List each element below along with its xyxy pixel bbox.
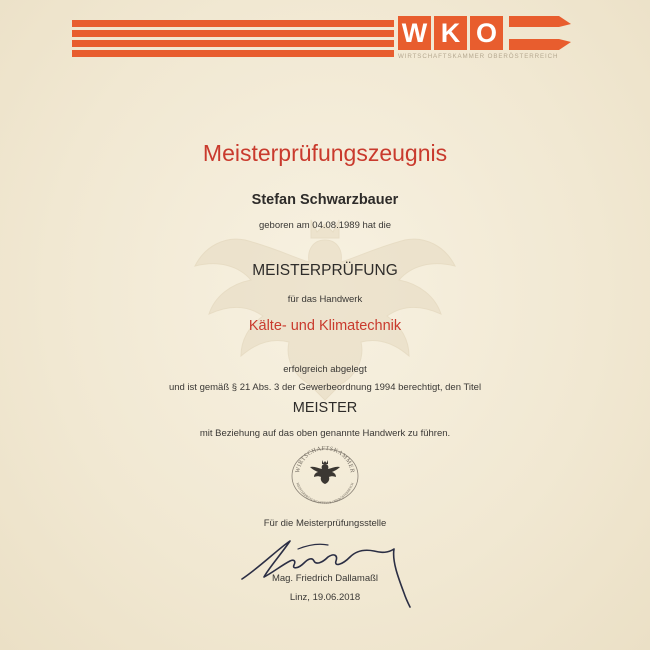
passed-line: erfolgreich abgelegt bbox=[283, 364, 367, 375]
place-date: Linz, 19.06.2018 bbox=[289, 592, 361, 603]
header-stripes bbox=[72, 20, 394, 58]
title-meister: MEISTER bbox=[292, 400, 358, 416]
exam-heading: MEISTERPRÜFUNG bbox=[252, 262, 398, 279]
recipient-name: Stefan Schwarzbauer bbox=[251, 192, 399, 208]
logo-letter-k: K bbox=[434, 16, 467, 50]
signer-name: Mag. Friedrich Dallamaßl bbox=[271, 573, 379, 584]
birth-line: geboren am 04.08.1989 hat die bbox=[258, 220, 392, 231]
issuer-line: Für die Meisterprüfungsstelle bbox=[263, 518, 387, 529]
law-line: und ist gemäß § 21 Abs. 3 der Gewerbeordnung 1994 berechtigt, den Titel bbox=[168, 382, 482, 393]
logo-letter-o: O bbox=[470, 16, 503, 50]
eagle-watermark-icon bbox=[185, 200, 465, 430]
svg-text:MEISTERPRÜFUNGSSTELLE OBERÖSTE bbox=[295, 482, 354, 504]
craft-name: Kälte- und Klimatechnik bbox=[248, 318, 402, 334]
certificate-title: Meisterprüfungszeugnis bbox=[202, 140, 448, 166]
logo-letter-w: W bbox=[398, 16, 431, 50]
wko-logo bbox=[398, 16, 574, 64]
craft-label: für das Handwerk bbox=[287, 294, 363, 305]
logo-subtitle: WIRTSCHAFTSKAMMER OBERÖSTERREICH bbox=[398, 53, 559, 60]
reference-line: mit Beziehung auf das oben genannte Handwerk zu führen. bbox=[199, 428, 451, 439]
seal-top-text: WIRTSCHAFTSKAMMER bbox=[295, 446, 355, 474]
seal-bottom-text: MEISTERPRÜFUNGSSTELLE OBERÖSTERREICH bbox=[295, 482, 355, 504]
official-seal-icon bbox=[289, 446, 361, 504]
austria-flag-icon bbox=[509, 16, 571, 50]
